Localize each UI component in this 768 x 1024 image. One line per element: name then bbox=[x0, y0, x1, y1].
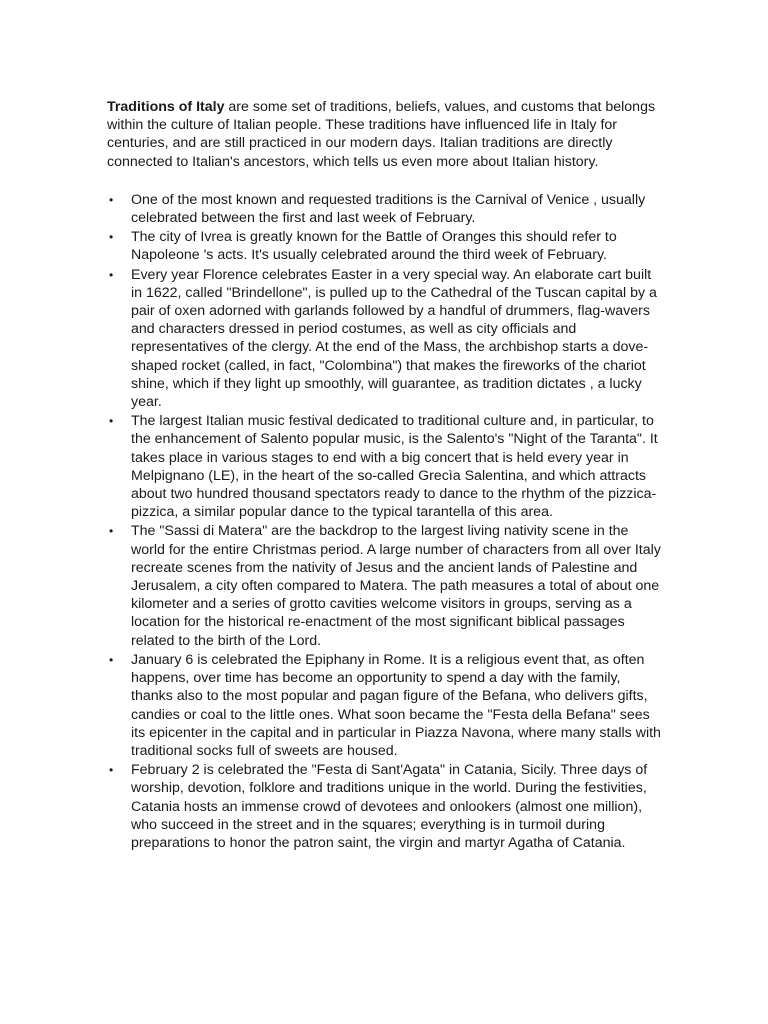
bullet-icon: • bbox=[109, 652, 114, 667]
list-item-text: February 2 is celebrated the "Festa di Sant'Agata" in Catania, Sicily. Three days of worship, devotion, folklore and traditions unique in the world. During the festivities, Catania hosts an immense crowd of devotees and onlookers (almost one million), who succeed in the street and in the squares; everything is in turmoil during preparations to honor the patron saint, the virgin and martyr Agatha of Catania. bbox=[131, 762, 648, 851]
bullet-icon: • bbox=[109, 230, 114, 245]
traditions-list bbox=[107, 191, 663, 852]
list-item-text: Every year Florence celebrates Easter in a very special way. An elaborate cart built in 1622, called "Brindellone", is pulled up to the Cathedral of the Tuscan capital by a pair of oxen adorned with garlands followed by a handful of drummers, flag-wavers and characters dressed in period costumes, as well as city officials and representatives of the clergy. At the end of the Mass, the archbishop starts a dove-shaped rocket (called, in fact, "Colombina") that makes the fireworks of the chariot shine, which if they light up smoothly, will guarantee, as tradition dictates , a lucky year. bbox=[131, 266, 657, 411]
bullet-icon: • bbox=[109, 414, 114, 429]
document-page bbox=[107, 98, 663, 853]
list-item-text: One of the most known and requested traditions is the Carnival of Venice , usually celebrated between the first and last week of February. bbox=[131, 191, 646, 227]
list-item-text: The "Sassi di Matera" are the backdrop to the largest living nativity scene in the world for the entire Christmas period. A large number of characters from all over Italy recreate scenes from the nativity of Jesus and the ancient lands of Palestine and Jerusalem, a city often compared to Matera. The path measures a total of about one kilometer and a series of grotto cavities welcome visitors in groups, serving as a location for the historical re-enactment of the most significant biblical passages related to the birth of the Lord. bbox=[131, 523, 661, 649]
list-item bbox=[107, 228, 663, 264]
list-item-text: January 6 is celebrated the Epiphany in Rome. It is a religious event that, as often happens, over time has become an opportunity to spend a day with the family, thanks also to the most popular and pagan figure of the Befana, who delivers gifts, candies or coal to the little ones. What soon became the "Festa della Befana" sees its epicenter in the capital and in particular in Piazza Navona, where many stalls with traditional socks full of sweets are housed. bbox=[131, 651, 661, 759]
bullet-icon: • bbox=[109, 763, 114, 778]
list-item bbox=[107, 266, 663, 412]
intro-paragraph bbox=[107, 98, 663, 171]
list-item-text: The city of Ivrea is greatly known for the Battle of Oranges this should refer to Napoleone 's acts. It's usually celebrated around the third week of February. bbox=[131, 229, 617, 264]
list-item bbox=[107, 191, 663, 227]
list-item bbox=[107, 651, 663, 760]
list-item bbox=[107, 412, 663, 521]
bullet-icon: • bbox=[109, 192, 114, 207]
intro-title: Traditions of Italy bbox=[107, 99, 225, 115]
list-item bbox=[107, 522, 663, 649]
intro-text: are some set of traditions, beliefs, values, and customs that belongs within the culture of Italian people. These traditions have influenced life in Italy for centuries, and are still practiced in our modern days. Italian traditions are directly connected to Italian's ancestors, which tells us even more about Italian history. bbox=[107, 99, 656, 170]
list-item bbox=[107, 761, 663, 852]
bullet-icon: • bbox=[109, 267, 114, 282]
bullet-icon: • bbox=[109, 524, 114, 539]
list-item-text: The largest Italian music festival dedicated to traditional culture and, in particular, to the enhancement of Salento popular music, is the Salento's "Night of the Taranta". It takes place in various stages to end with a big concert that is held every year in Melpignano (LE), in the heart of the so-called Grecìa Salentina, and which attracts about two hundred thousand spectators ready to dance to the rhythm of the pizzica-pizzica, a similar popular dance to the typical tarantella of this area. bbox=[131, 413, 658, 521]
